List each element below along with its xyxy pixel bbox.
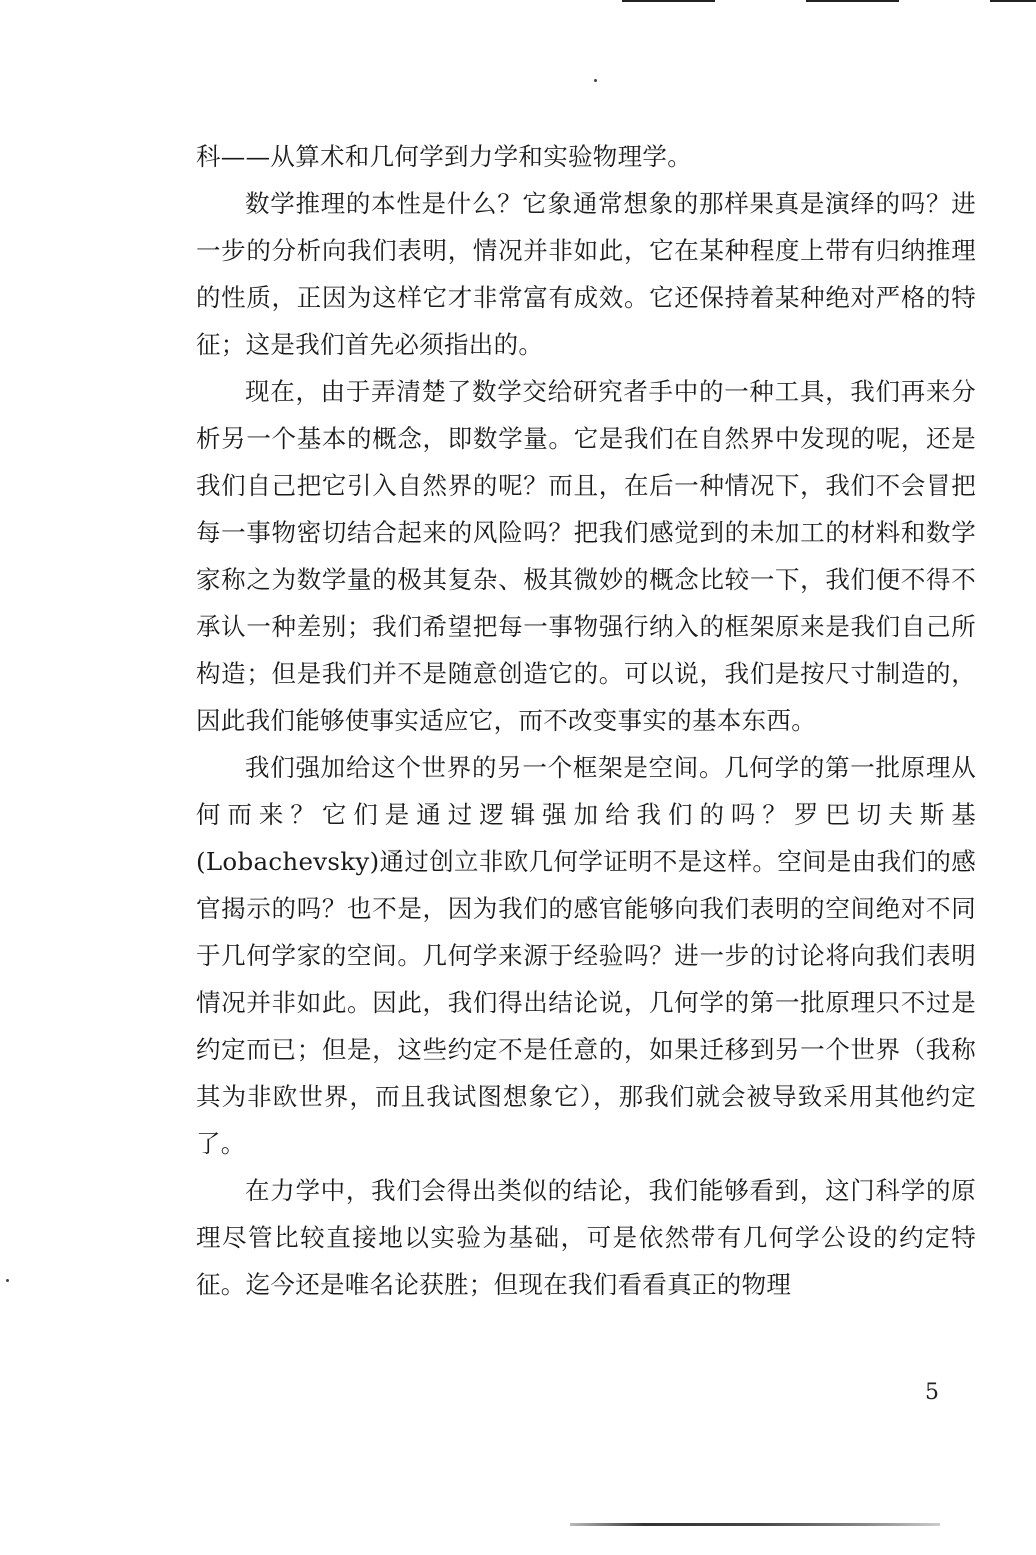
page-body xyxy=(196,133,976,1308)
speck-top xyxy=(594,79,597,82)
paragraph-4: 我们强加给这个世界的另一个框架是空间。几何学的第一批原理从何而来？它们是通过逻辑强加给我们的吗？罗巴切夫斯基(Lobachevsky)通过创立非欧几何学证明不是这样。空间是由我们的感官揭示的吗？也不是，因为我们的感官能够向我们表明的空间绝对不同于几何学家的空间。几何学来源于经验吗？进一步的讨论将向我们表明情况并非如此。因此，我们得出结论说，几何学的第一批原理只不过是约定而已；但是，这些约定不是任意的，如果迁移到另一个世界（我称其为非欧世界，而且我试图想象它），那我们就会被导致采用其他约定了。 xyxy=(196,753,976,1158)
top-rule-right xyxy=(990,0,1036,2)
speck-left xyxy=(6,1279,9,1282)
page-number: 5 xyxy=(925,1380,939,1405)
paragraph-2: 数学推理的本性是什么？它象通常想象的那样果真是演绎的吗？进一步的分析向我们表明，情况并非如此，它在某种程度上带有归纳推理的性质，正因为这样它才非常富有成效。它还保持着某种绝对严格的特征；这是我们首先必须指出的。 xyxy=(196,189,976,359)
top-rule-left xyxy=(622,0,715,2)
top-rule-middle xyxy=(806,0,899,2)
paragraph-1: 科——从算术和几何学到力学和实验物理学。 xyxy=(196,142,692,171)
paragraph-3: 现在，由于弄清楚了数学交给研究者手中的一种工具，我们再来分析另一个基本的概念，即数学量。它是我们在自然界中发现的呢，还是我们自己把它引入自然界的呢？而且，在后一种情况下，我们不会冒把每一事物密切结合起来的风险吗？把我们感觉到的未加工的材料和数学家称之为数学量的极其复杂、极其微妙的概念比较一下，我们便不得不承认一种差别；我们希望把每一事物强行纳入的框架原来是我们自己所构造；但是我们并不是随意创造它的。可以说，我们是按尺寸制造的，因此我们能够使事实适应它，而不改变事实的基本东西。 xyxy=(196,377,976,735)
bottom-scan-rule xyxy=(570,1523,940,1526)
paragraph-5: 在力学中，我们会得出类似的结论，我们能够看到，这门科学的原理尽管比较直接地以实验为基础，可是依然带有几何学公设的约定特征。迄今还是唯名论获胜；但现在我们看看真正的物理 xyxy=(196,1176,976,1299)
